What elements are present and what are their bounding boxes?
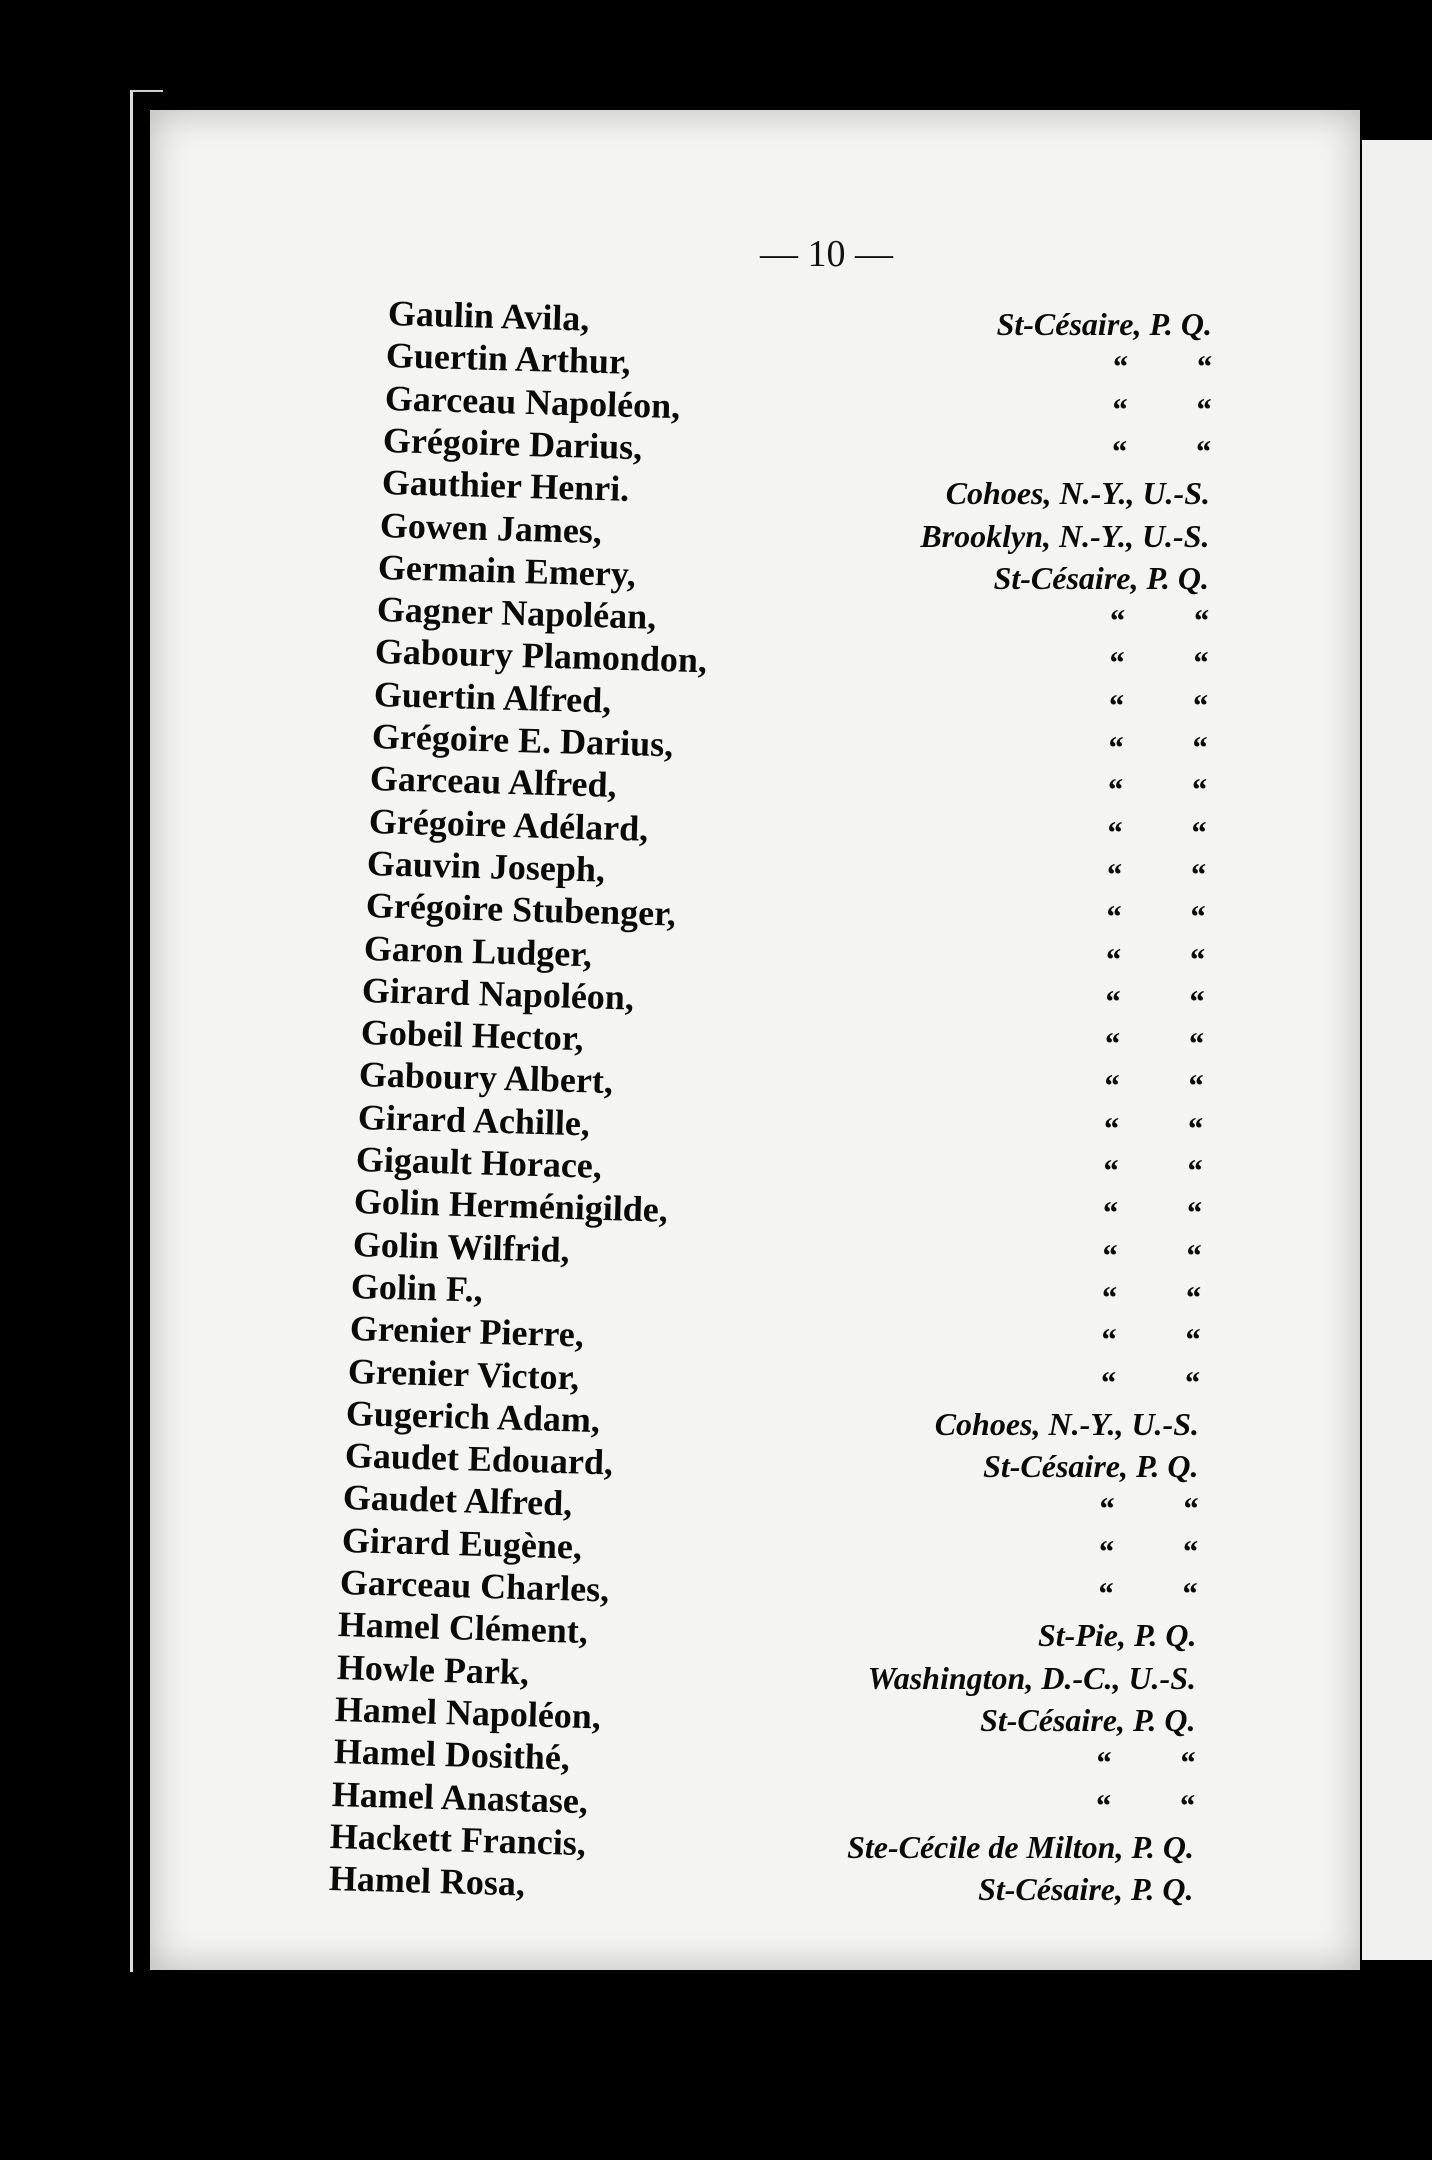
entry-name: Grenier Victor, [347, 1350, 580, 1397]
entry-place: “ “ [1094, 1786, 1195, 1823]
entry-place: “ “ [1100, 1278, 1201, 1315]
entry-place: “ “ [1111, 348, 1212, 385]
entry-name: Gobeil Hector, [360, 1012, 584, 1059]
entry-place: “ “ [1105, 898, 1205, 935]
entry-place: St-Césaire, P. Q. [978, 1871, 1194, 1908]
next-page-edge [1362, 140, 1432, 1960]
entry-name: Hamel Napoléon, [334, 1688, 602, 1737]
entry-name: Girard Achille, [357, 1096, 591, 1144]
entry-place: “ “ [1104, 982, 1204, 1019]
entry-name: Gugerich Adam, [345, 1392, 601, 1440]
entry-place: “ “ [1107, 729, 1207, 765]
entry-place: Ste-Cécile de Milton, P. Q. [847, 1828, 1194, 1865]
page-number: — 10 — [760, 233, 893, 275]
entry-place: “ “ [1105, 855, 1206, 892]
entry-place: Brooklyn, N.-Y., U.-S. [920, 517, 1210, 554]
entry-name: Hamel Anastase, [331, 1773, 589, 1821]
entry-name: Gaboury Albert, [358, 1054, 614, 1102]
entry-place: Cohoes, N.-Y., U.-S. [934, 1405, 1199, 1442]
entry-place: “ “ [1108, 602, 1209, 639]
entry-name: Gigault Horace, [355, 1139, 603, 1186]
entry-place: “ “ [1107, 686, 1208, 723]
entry-name: Gowen James, [379, 504, 603, 551]
entry-name: Garceau Alfred, [369, 758, 618, 806]
entry-place: “ “ [1106, 813, 1206, 850]
entry-place: “ “ [1102, 1109, 1203, 1146]
entry-name: Hamel Dosithé, [333, 1731, 571, 1778]
entry-name: Gauthier Henri. [381, 462, 630, 510]
entry-place: St-Césaire, P. Q. [996, 306, 1212, 342]
entry-place: “ “ [1106, 771, 1207, 808]
entry-place: “ “ [1097, 1575, 1197, 1611]
entry-name: Girard Napoléon, [361, 969, 635, 1018]
entry-name: Hamel Rosa, [328, 1858, 526, 1904]
entry-name: Hamel Clément, [337, 1604, 589, 1652]
entry-name: Garon Ludger, [363, 927, 593, 974]
entry-place: St-Pie, P. Q. [1037, 1617, 1197, 1654]
entry-name: Garceau Napoléon, [384, 377, 681, 426]
entry-place: Cohoes, N.-Y., U.-S. [945, 475, 1210, 512]
entry-name: Gagner Napoléan, [376, 589, 657, 637]
entry-name: Golin F., [350, 1265, 484, 1310]
entry-name: Gauvin Joseph, [366, 842, 606, 890]
entry-name: Germain Emery, [377, 546, 637, 594]
entry-place: “ “ [1100, 1321, 1200, 1358]
entry-place: “ “ [1104, 940, 1205, 977]
entry-name: Howle Park, [336, 1646, 530, 1692]
entry-place: “ “ [1103, 1067, 1203, 1104]
entry-place: “ “ [1099, 1363, 1200, 1400]
entry-name: Gaulin Avila, [387, 293, 590, 339]
entry-name: Gaudet Alfred, [342, 1477, 574, 1524]
entry-place: “ “ [1101, 1194, 1202, 1231]
entry-place: “ “ [1095, 1744, 1195, 1781]
entry-place: “ “ [1103, 1025, 1204, 1062]
entry-place: “ “ [1098, 1490, 1198, 1527]
entry-place: “ “ [1110, 432, 1211, 469]
entry-name: Gaboury Plamondon, [374, 631, 708, 681]
entry-name: Garceau Charles, [339, 1562, 610, 1610]
entry-name: Girard Eugène, [341, 1519, 583, 1567]
entry-name: Grenier Pierre, [349, 1308, 584, 1355]
entry-place: “ “ [1097, 1532, 1198, 1569]
entry-name: Golin Wilfrid, [352, 1223, 571, 1270]
entry-name: Grégoire E. Darius, [371, 716, 674, 765]
entry-place: Washington, D.-C., U.-S. [867, 1659, 1196, 1696]
entry-place: “ “ [1108, 644, 1208, 681]
entry-place: “ “ [1101, 1236, 1201, 1273]
entry-name: Grégoire Stubenger, [365, 885, 677, 934]
entry-name: Golin Herménigilde, [353, 1181, 669, 1231]
entry-place: “ “ [1102, 1152, 1202, 1188]
entry-name: Guertin Arthur, [385, 335, 632, 383]
entry-name: Hackett Francis, [329, 1815, 587, 1863]
entry-place: St-Césaire, P. Q. [993, 559, 1209, 596]
entry-name: Grégoire Adélard, [368, 800, 649, 849]
entry-place: “ “ [1111, 390, 1211, 427]
entry-place: St-Césaire, P. Q. [980, 1701, 1196, 1738]
entry-place: St-Césaire, P. Q. [983, 1448, 1199, 1485]
entry-name: Gaudet Edouard, [344, 1435, 614, 1483]
entry-name: Guertin Alfred, [373, 673, 612, 721]
entry-name: Grégoire Darius, [382, 419, 643, 468]
